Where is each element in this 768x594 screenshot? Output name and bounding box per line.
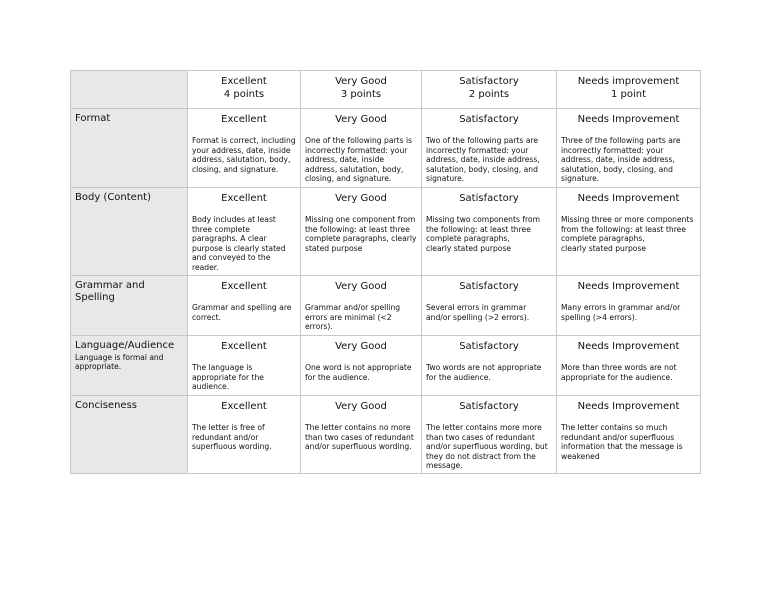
rubric-cell [557, 336, 701, 396]
rubric-cell [188, 188, 301, 276]
cell-title: Needs Improvement [577, 114, 680, 125]
criterion-cell [71, 109, 188, 188]
cell-title: Satisfactory [459, 341, 519, 352]
cell-description: Body includes at least three complete paragraphs. A clear purpose is clearly stated and conveyed to the reader. [192, 215, 286, 272]
header-needs-improvement [557, 71, 701, 109]
rubric-cell [301, 109, 422, 188]
cell-description: The letter contains no more than two cases of redundant and/or superfluous wording. [305, 423, 414, 452]
table-row [71, 336, 701, 396]
header-satisfactory [422, 71, 557, 109]
cell-title: Very Good [335, 193, 387, 204]
cell-description: Missing two components from the following: at least three complete paragraphs, clearly stated purpose [426, 215, 540, 253]
criterion-cell [71, 188, 188, 276]
cell-title: Very Good [335, 114, 387, 125]
cell-description: More than three words are not appropriate for the audience. [561, 363, 677, 382]
cell-description: Missing three or more components from the following: at least three complete paragraphs, clearly stated purpose [561, 215, 694, 253]
cell-description: The letter contains so much redundant and/or superfluous information that the message is weakened [561, 423, 683, 461]
cell-description: Grammar and/or spelling errors are minimal (<2 errors). [305, 303, 401, 332]
cell-description: Format is correct, including your address, date, inside address, salutation, body, closing, and signature. [192, 136, 296, 174]
rubric-cell [422, 276, 557, 336]
rubric-cell [188, 396, 301, 474]
cell-description: The letter contains more more than two cases of redundant and/or superfluous wording, but they do not distract from the message. [426, 423, 548, 471]
cell-title: Needs Improvement [577, 281, 680, 292]
cell-title: Satisfactory [459, 114, 519, 125]
rubric-cell [557, 188, 701, 276]
cell-description: The language is appropriate for the audience. [192, 363, 264, 392]
rubric-cell [301, 276, 422, 336]
cell-title: Satisfactory [459, 401, 519, 412]
header-row [71, 71, 701, 109]
rubric-cell [557, 396, 701, 474]
cell-title: Satisfactory [459, 193, 519, 204]
cell-title: Very Good [335, 401, 387, 412]
rubric-cell [188, 109, 301, 188]
cell-description: Many errors in grammar and/or spelling (>4 errors). [561, 303, 681, 322]
level-name: Needs improvement [577, 76, 680, 87]
rubric-cell [422, 396, 557, 474]
criterion-cell [71, 336, 188, 396]
criterion-label: Conciseness [75, 400, 137, 411]
table-row [71, 396, 701, 474]
cell-description: Three of the following parts are incorrectly formatted: your address, date, inside address, salutation, body, closing, and signature. [561, 136, 681, 184]
cell-title: Needs Improvement [577, 401, 680, 412]
criterion-note: Language is formal and appropriate. [75, 353, 164, 371]
cell-title: Excellent [221, 114, 267, 125]
cell-title: Satisfactory [459, 281, 519, 292]
rubric-cell [422, 109, 557, 188]
table-row [71, 109, 701, 188]
cell-title: Excellent [221, 341, 267, 352]
cell-description: One word is not appropriate for the audience. [305, 363, 412, 382]
level-name: Excellent [221, 76, 267, 87]
level-name: Satisfactory [459, 76, 519, 87]
cell-description: One of the following parts is incorrectly formatted: your address, date, inside address, salutation, body, closing, and signature. [305, 136, 413, 184]
cell-description: Missing one component from the following: at least three complete paragraphs, clearly stated purpose [305, 215, 417, 253]
level-points: 4 points [223, 89, 265, 100]
cell-description: Grammar and spelling are correct. [192, 303, 292, 322]
rubric-cell [557, 109, 701, 188]
rubric-cell [188, 336, 301, 396]
header-very-good [301, 71, 422, 109]
cell-description: The letter is free of redundant and/or superfluous wording. [192, 423, 272, 452]
cell-title: Needs Improvement [577, 193, 680, 204]
cell-title: Needs Improvement [577, 341, 680, 352]
cell-title: Very Good [335, 281, 387, 292]
cell-title: Very Good [335, 341, 387, 352]
rubric-cell [301, 188, 422, 276]
rubric-cell [422, 188, 557, 276]
criterion-label: Format [75, 113, 111, 124]
level-points: 2 points [468, 89, 510, 100]
rubric-cell [557, 276, 701, 336]
header-excellent [188, 71, 301, 109]
cell-description: Two words are not appropriate for the audience. [426, 363, 542, 382]
rubric-table [70, 70, 701, 474]
cell-title: Excellent [221, 281, 267, 292]
level-name: Very Good [335, 76, 387, 87]
criterion-label: Grammar and Spelling [75, 280, 145, 303]
level-points: 3 points [340, 89, 382, 100]
rubric-cell [301, 396, 422, 474]
cell-title: Excellent [221, 401, 267, 412]
criterion-cell [71, 276, 188, 336]
level-points: 1 point [610, 89, 647, 100]
criterion-cell [71, 396, 188, 474]
rubric-cell [422, 336, 557, 396]
table-row [71, 188, 701, 276]
rubric-cell [188, 276, 301, 336]
criterion-label: Language/Audience [75, 340, 175, 351]
cell-description: Two of the following parts are incorrectly formatted: your address, date, inside address, salutation, body, closing, and signature. [426, 136, 540, 184]
rubric-cell [301, 336, 422, 396]
criterion-label: Body (Content) [75, 192, 151, 203]
cell-title: Excellent [221, 193, 267, 204]
table-row [71, 276, 701, 336]
header-corner [71, 71, 188, 109]
cell-description: Several errors in grammar and/or spelling (>2 errors). [426, 303, 530, 322]
